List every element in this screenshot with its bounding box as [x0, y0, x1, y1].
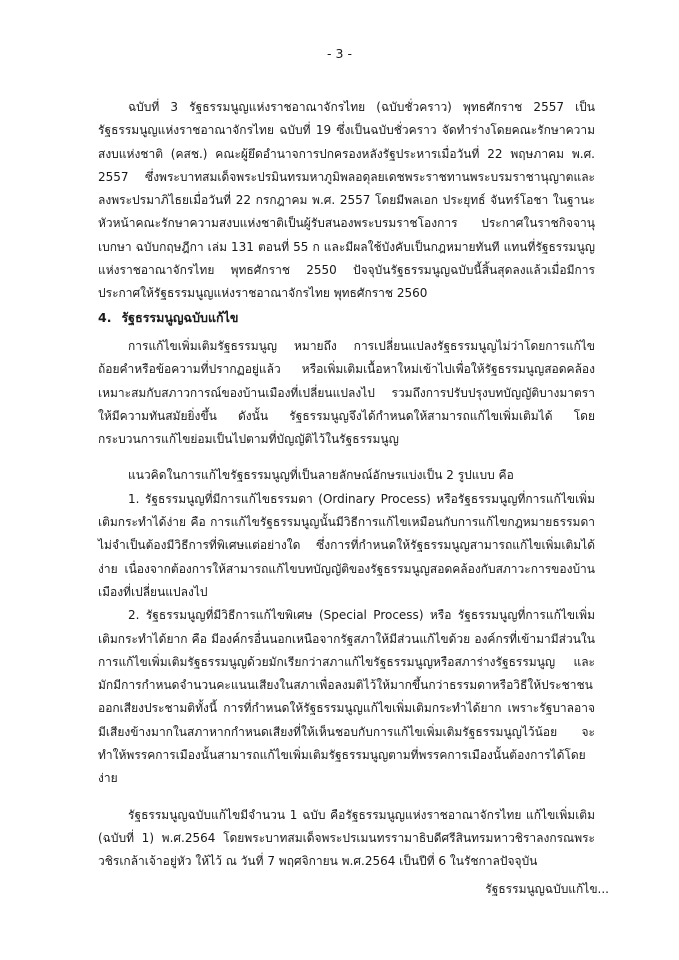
document-body — [98, 96, 595, 874]
continued-marker: รัฐธรรมนูญฉบับแก้ไข... — [485, 882, 609, 896]
section-4-item-1: 1. รัฐธรรมนูญที่มีการแก้ไขธรรมดา (Ordinary Process) หรือรัฐธรรมนูญที่การแก้ไขเพิ่มเติมกระทำได้ง่าย คือ การแก้ไขรัฐธรรมนูญนั้นมีวิธีการแก้ไขเหมือนกับการแก้ไขกฎหมายธรรมดา ไม่จำเป็นต้องมีวิธีการที่พิเศษแต่อย่างใด ซึ่งการที่กำหนดให้รัฐธรรมนูญสามารถแก้ไขเพิ่มเติมได้ง่าย เนื่องจากต้องการให้สามารถแก้ไขบทบัญญัติของรัฐธรรมนูญสอดคล้องกับสภาวะการของบ้านเมืองที่เปลี่ยนแปลงไป — [98, 491, 595, 599]
section-4-concept: แนวคิดในการแก้ไขรัฐธรรมนูญที่เป็นลายลักษณ์อักษรแบ่งเป็น 2 รูปแบบ คือ — [128, 468, 514, 483]
section-4-title: รัฐธรรมนูญฉบับแก้ไข — [121, 309, 239, 325]
section-4-heading — [98, 306, 595, 329]
section-4-number: 4. — [98, 309, 112, 325]
section-4-item-2: 2. รัฐธรรมนูญที่มีวิธีการแก้ไขพิเศษ (Special Process) หรือ รัฐธรรมนูญที่การแก้ไขเพิ่มเติมกระทำได้ยาก คือ มีองค์กรอื่นนอกเหนือจากรัฐสภาให้มีส่วนแก้ไขด้วย องค์กรที่เข้ามามีส่วนในการแก้ไขเพิ่มเติมรัฐธรรมนูญด้วยมักเรียกว่าสภาแก้ไขรัฐธรรมนูญหรือสภาร่างรัฐธรรมนูญ และมักมีการกำหนดจำนวนคะแนนเสียงในสภาเพื่อลงมติไว้ให้มากขึ้นกว่าธรรมดาหรือวิธีให้ประชาชนออกเสียงประชามติทั้งนี้ การที่กำหนดให้รัฐธรรมนูญแก้ไขเพิ่มเติมกระทำได้ยาก เพราะรัฐบาลอาจมีเสียงข้างมากในสภาหากกำหนดเสียงที่ให้เห็นชอบกับการแก้ไขเพิ่มเติมรัฐธรรมนูญไว้น้อย จะทำให้พรรคการเมืองนั้นสามารถแก้ไขเพิ่มเติมรัฐธรรมนูญตามที่พรรคการเมืองนั้นต้องการได้โดยง่าย — [98, 608, 595, 786]
paragraph-constitution-2557: ฉบับที่ 3 รัฐธรรมนูญแห่งราชอาณาจักรไทย (ฉบับชั่วคราว) พุทธศักราช 2557 เป็นรัฐธรรมนูญแห่งราชอาณาจักรไทย ฉบับที่ 19 ซึ่งเป็นฉบับชั่วคราว จัดทำร่างโดยคณะรักษาความสงบแห่งชาติ (คสช.) คณะผู้ยึดอำนาจการปกครองหลังรัฐประหารเมื่อวันที่ 22 พฤษภาคม พ.ศ. 2557 ซึ่งพระบาทสมเด็จพระปรมินทรมหาภูมิพลอดุลยเดชพระราชทานพระบรมราชานุญาตและลงพระปรมาภิไธยเมื่อวันที่ 22 กรกฎาคม พ.ศ. 2557 โดยมีพลเอก ประยุทธ์ จันทร์โอชา ในฐานะหัวหน้าคณะรักษาความสงบแห่งชาติเป็นผู้รับสนองพระบรมราชโองการ ประกาศในราชกิจจานุเบกษา ฉบับกฤษฎีกา เล่ม 131 ตอนที่ 55 ก และมีผลใช้บังคับเป็นกฎหมายทันที แทนที่รัฐธรรมนูญแห่งราชอาณาจักรไทย พุทธศักราช 2550 ปัจจุบันรัฐธรรมนูญฉบับนี้สิ้นสุดลงแล้วเมื่อมีการประกาศให้รัฐธรรมนูญแห่งราชอาณาจักรไทย พุทธศักราช 2560 — [98, 100, 595, 301]
section-4-amended: รัฐธรรมนูญฉบับแก้ไขมีจำนวน 1 ฉบับ คือรัฐธรรมนูญแห่งราชอาณาจักรไทย แก้ไขเพิ่มเติม (ฉบับที่ 1) พ.ศ.2564 โดยพระบาทสมเด็จพระปรเมนทรรามาธิบดีศรีสินทรมหาวชิราลงกรณพระวชิรเกล้าเจ้าอยู่หัว ให้ไว้ ณ วันที่ 7 พฤศจิกายน พ.ศ.2564 เป็นปีที่ 6 ในรัชกาลปัจจุบัน — [98, 807, 595, 869]
section-4-intro: การแก้ไขเพิ่มเติมรัฐธรรมนูญ หมายถึง การเปลี่ยนแปลงรัฐธรรมนูญไม่ว่าโดยการแก้ไขถ้อยคำหรือข้อความที่ปรากฏอยู่แล้ว หรือเพิ่มเติมเนื้อหาใหม่เข้าไปเพื่อให้รัฐธรรมนูญสอดคล้องเหมาะสมกับสภาวการณ์ของบ้านเมืองที่เปลี่ยนแปลงไป รวมถึงการปรับปรุงบทบัญญัติบางมาตราให้มีความทันสมัยยิ่งขึ้น ดังนั้น รัฐธรรมนูญจึงได้กำหนดให้สามารถแก้ไขเพิ่มเติมได้ โดยกระบวนการแก้ไขย่อมเป็นไปตามที่บัญญัติไว้ในรัฐธรรมนูญ — [98, 338, 595, 447]
page-number: - 3 - — [327, 46, 352, 61]
